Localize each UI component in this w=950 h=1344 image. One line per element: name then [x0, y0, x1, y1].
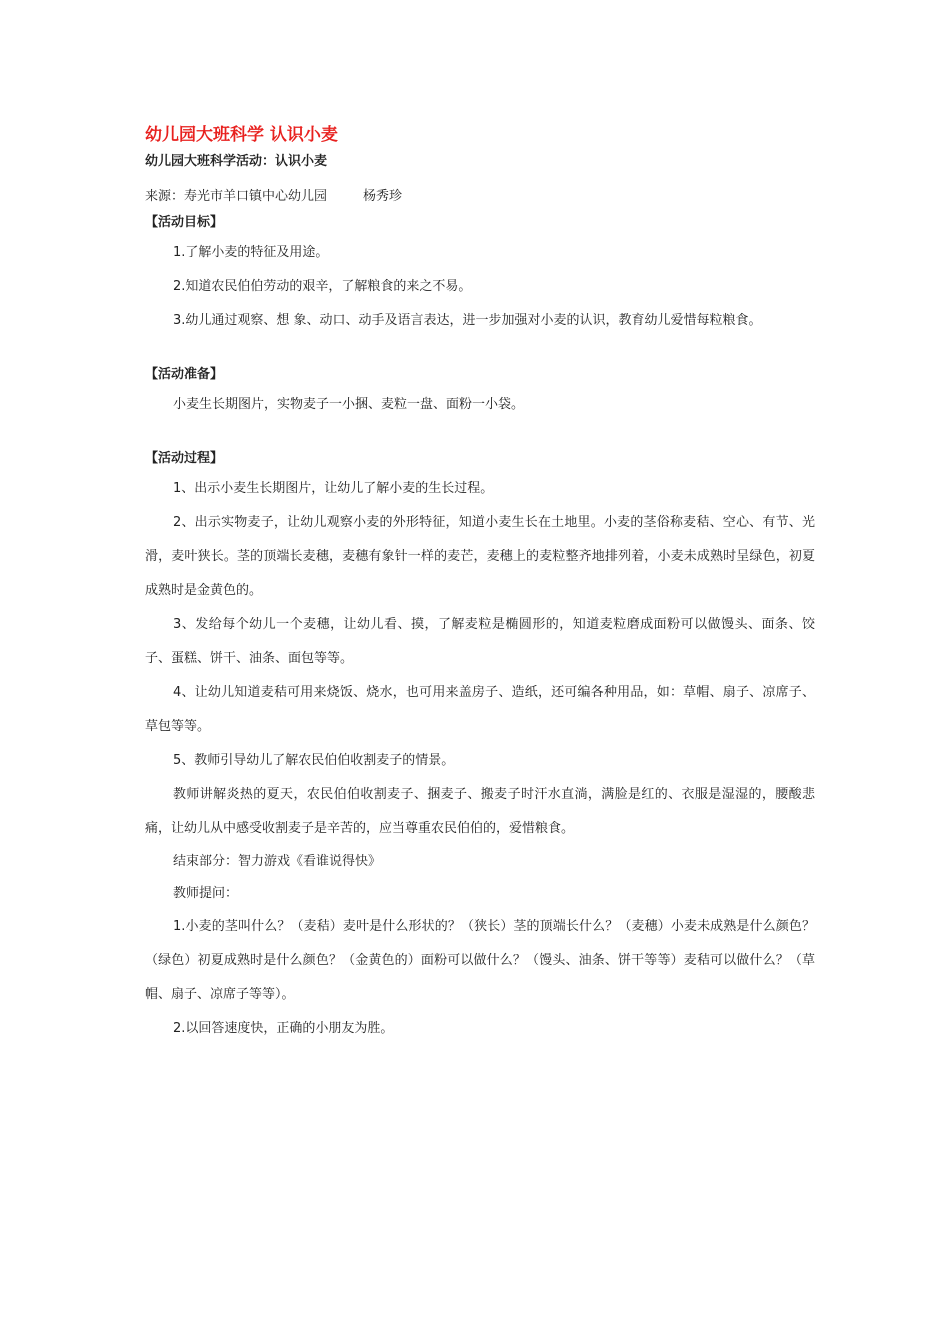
- process-item: 5、教师引导幼儿了解农民伯伯收割麦子的情景。: [173, 753, 455, 768]
- question-item: 1.小麦的茎叫什么？（麦秸）麦叶是什么形状的？（狭长）茎的顶端长什么？（麦穗）小麦未成熟是什么颜色？（绿色）初夏成熟时是什么颜色？（金黄色的）面粉可以做什么？（馒头、油条、饼干等等）麦秸可以做什么？（草帽、扇子、凉席子等等）。: [145, 919, 815, 1002]
- author-name: 杨秀珍: [363, 189, 403, 204]
- question-item: 2.以回答速度快，正确的小朋友为胜。: [173, 1021, 394, 1036]
- source-line: [145, 184, 815, 210]
- goal-item: 3.幼儿通过观察、想 象、动口、动手及语言表达，进一步加强对小麦的认识，教育幼儿爱惜每粒粮食。: [173, 313, 762, 328]
- teacher-question-label: 教师提问：: [173, 886, 239, 901]
- goals-heading: 【活动目标】: [145, 215, 224, 230]
- document-page: [145, 120, 815, 1046]
- process-item: 教师讲解炎热的夏天，农民伯伯收割麦子、捆麦子、搬麦子时汗水直淌，满脸是红的、衣服是湿湿的，腰酸悲痛，让幼儿从中感受收割麦子是辛苦的，应当尊重农民伯伯的，爱惜粮食。: [145, 787, 815, 836]
- goal-item: 2.知道农民伯伯劳动的艰辛，了解粮食的来之不易。: [173, 279, 472, 294]
- process-item: 1、出示小麦生长期图片，让幼儿了解小麦的生长过程。: [173, 481, 494, 496]
- process-heading: 【活动过程】: [145, 451, 224, 466]
- process-item: 2、出示实物麦子，让幼儿观察小麦的外形特征，知道小麦生长在土地里。小麦的茎俗称麦秸、空心、有节、光滑，麦叶狭长。茎的顶端长麦穗，麦穗有象针一样的麦芒，麦穗上的麦粒整齐地排列着，小麦未成熟时呈绿色，初夏成熟时是金黄色的。: [145, 515, 815, 598]
- process-item: 3、发给每个幼儿一个麦穗，让幼儿看、摸，了解麦粒是椭圆形的，知道麦粒磨成面粉可以做馒头、面条、饺子、蛋糕、饼干、油条、面包等等。: [145, 617, 815, 666]
- document-subtitle: 幼儿园大班科学活动：认识小麦: [145, 154, 328, 169]
- ending-line: 结束部分：智力游戏《看谁说得快》: [173, 854, 382, 869]
- source-label: 来源：寿光市羊口镇中心幼儿园: [145, 189, 328, 204]
- prep-heading: 【活动准备】: [145, 367, 224, 382]
- prep-text: 小麦生长期图片，实物麦子一小捆、麦粒一盘、面粉一小袋。: [173, 397, 525, 412]
- goal-item: 1.了解小麦的特征及用途。: [173, 245, 329, 260]
- document-title: 幼儿园大班科学 认识小麦: [145, 125, 338, 145]
- process-item: 4、让幼儿知道麦秸可用来烧饭、烧水，也可用来盖房子、造纸，还可编各种用品，如：草帽、扇子、凉席子、草包等等。: [145, 685, 815, 734]
